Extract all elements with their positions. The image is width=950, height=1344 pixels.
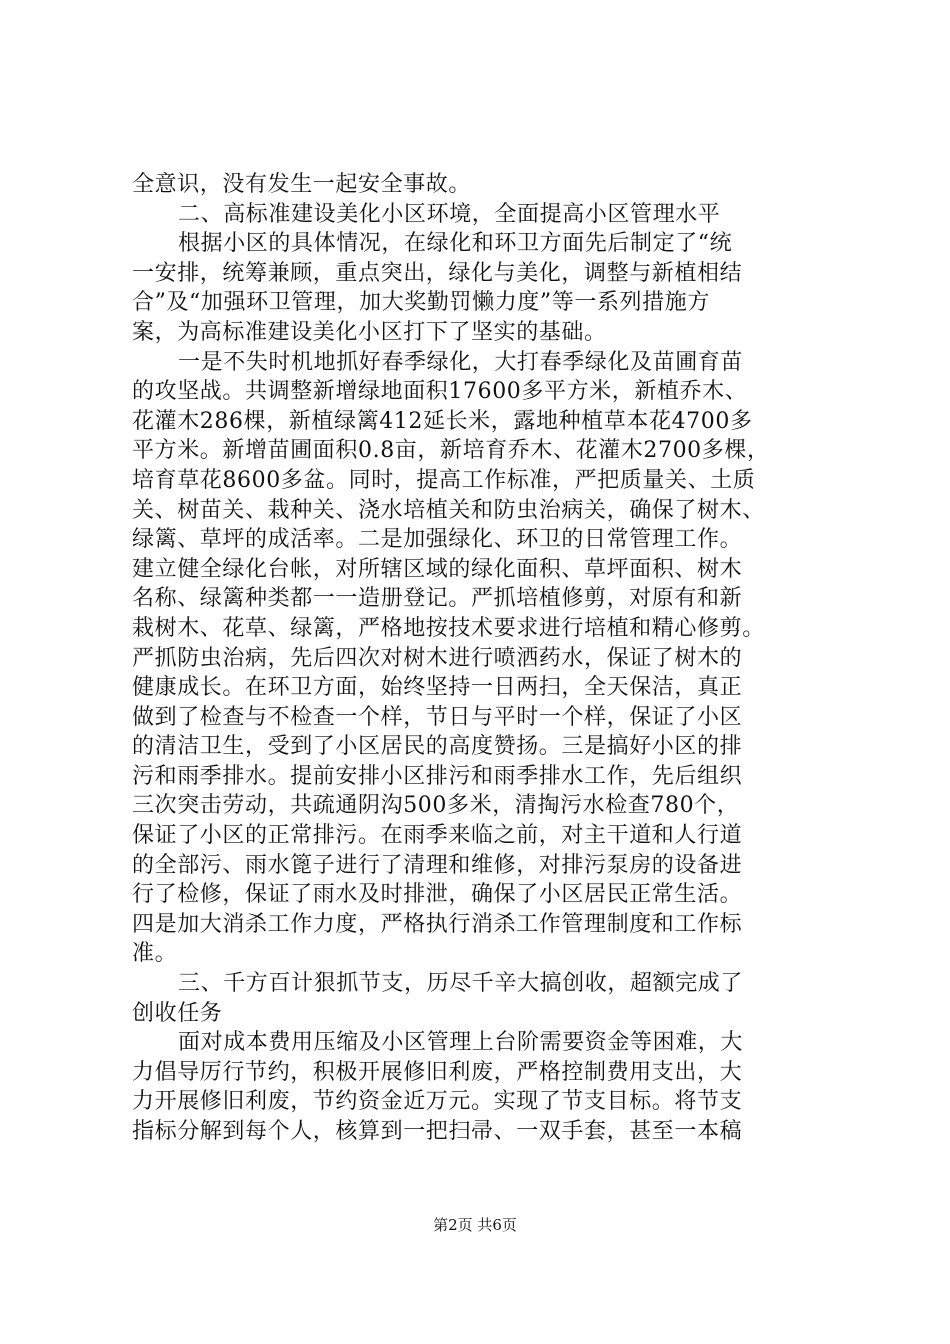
text-line: 建立健全绿化台帐，对所辖区域的绿化面积、草坪面积、树木 [132,556,743,582]
text-line: 三、千方百计狠抓节支，历尽千辛大搞创收，超额完成了 [178,971,744,997]
text-line: 全意识，没有发生一起安全事故。 [132,172,472,197]
text-line: 做到了检查与不检查一个样，节日与平时一个样，保证了小区 [132,704,743,730]
text-line: 关、树苗关、栽种关、浇水培植关和防虫治病关，确保了树木、 [132,497,765,523]
text-line: 污和雨季排水。提前安排小区排污和雨季排水工作，先后组织 [132,763,743,789]
text-line: 面对成本费用压缩及小区管理上台阶需要资金等困难，大 [178,1030,744,1056]
text-line: 平方米。新增苗圃面积0.8亩，新培育乔木、花灌木2700多棵， [132,438,770,464]
text-line: 严抓防虫治病，先后四次对树木进行喷洒药水，保证了树木的 [132,645,743,671]
text-line: 的攻坚战。共调整新增绿地面积17600多平方米，新植乔木、 [132,379,748,405]
page-footer: 第2页 共6页 [433,1216,517,1234]
text-line: 准。 [132,941,178,967]
text-line: 绿篱、草坪的成活率。二是加强绿化、环卫的日常管理工作。 [132,527,743,553]
text-line: 一是不失时机地抓好春季绿化，大打春季绿化及苗圃育苗 [178,349,744,375]
text-line: 创收任务 [132,1000,223,1026]
text-line: 三次突击劳动，共疏通阴沟500多米，清掏污水检查780个， [132,793,740,819]
text-line: 根据小区的具体情况，在绿化和环卫方面先后制定了“统 [178,231,733,257]
text-line: 名称、绿篱种类都一一造册登记。严抓培植修剪，对原有和新 [132,586,743,612]
text-line: 力开展修旧利废，节约资金近万元。实现了节支目标。将节支 [132,1089,743,1115]
text-line: 的全部污、雨水篦子进行了清理和维修，对排污泵房的设备进 [132,852,743,878]
text-line: 培育草花8600多盆。同时，提高工作标准，严把质量关、土质 [132,467,756,493]
text-line: 健康成长。在环卫方面，始终坚持一日两扫，全天保洁，真正 [132,675,743,701]
document-body [132,170,832,1147]
text-line: 行了检修，保证了雨水及时排泄，确保了小区居民正常生活。 [132,882,743,908]
text-line: 栽树木、花草、绿篱，严格地按技术要求进行培植和精心修剪。 [132,615,765,641]
text-line: 案，为高标准建设美化小区打下了坚实的基础。 [132,319,607,345]
text-line: 力倡导厉行节约，积极开展修旧利废，严格控制费用支出，大 [132,1059,743,1085]
text-line: 二、高标准建设美化小区环境，全面提高小区管理水平 [178,201,721,227]
text-line: 合”及“加强环卫管理，加大奖勤罚懒力度”等一系列措施方 [132,290,710,316]
text-line: 花灌木286棵，新植绿篱412延长米，露地种植草本花4700多 [132,408,753,434]
text-line: 的清洁卫生，受到了小区居民的高度赞扬。三是搞好小区的排 [132,734,743,760]
text-line: 一安排，统筹兼顾，重点突出，绿化与美化，调整与新植相结 [132,260,743,286]
text-line: 指标分解到每个人，核算到一把扫帚、一双手套，甚至一本稿 [132,1119,743,1144]
text-line: 四是加大消杀工作力度，严格执行消杀工作管理制度和工作标 [132,911,743,937]
text-line: 保证了小区的正常排污。在雨季来临之前，对主干道和人行道 [132,823,743,849]
